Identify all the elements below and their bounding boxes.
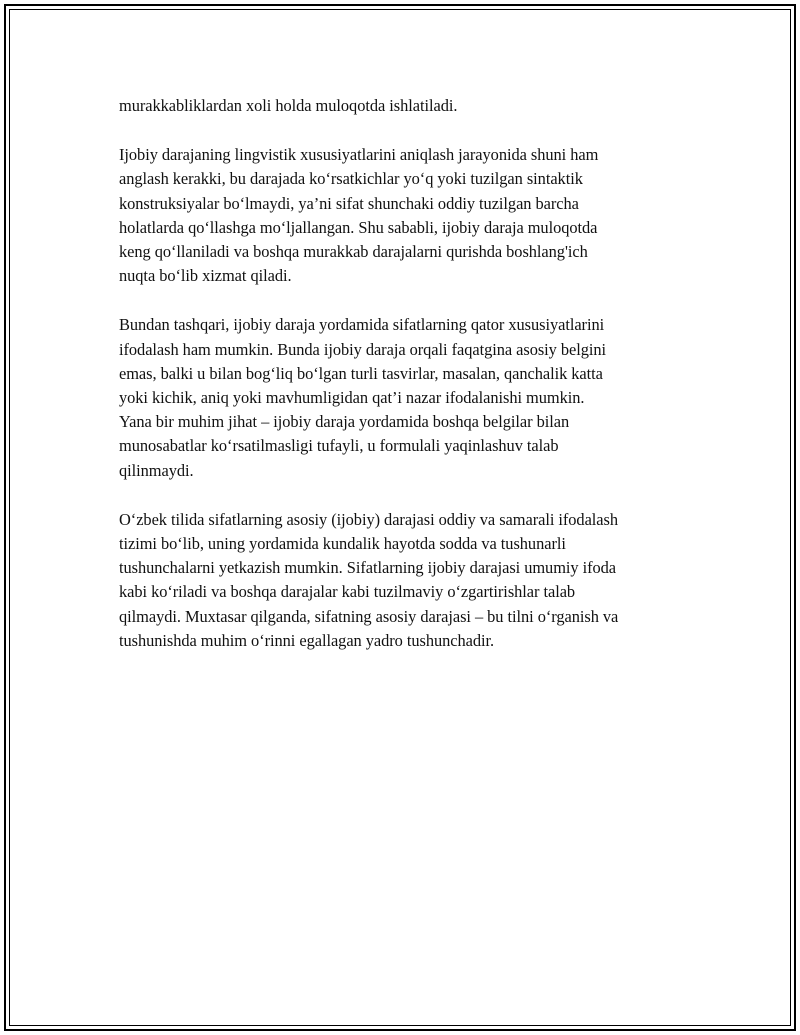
paragraph-4 <box>119 508 699 653</box>
text-line: munosabatlar koʻrsatilmasligi tufayli, u formulali yaqinlashuv talab <box>119 436 559 456</box>
text-line: Yana bir muhim jihat – ijobiy daraja yordamida boshqa belgilar bilan <box>119 412 570 432</box>
document-body <box>119 94 699 678</box>
paragraph-1 <box>119 94 699 118</box>
text-line: qilmaydi. Muxtasar qilganda, sifatning asosiy darajasi – bu tilni oʻrganish va <box>119 606 619 626</box>
document-page <box>4 4 796 1031</box>
text-line: anglash kerakki, bu darajada koʻrsatkichlar yoʻq yoki tuzilgan sintaktik <box>119 169 583 189</box>
text-line: holatlarda qoʻllashga moʻljallangan. Shu sababli, ijobiy daraja muloqotda <box>119 217 598 237</box>
text-line: yoki kichik, aniq yoki mavhumligidan qat’i nazar ifodalanishi mumkin. <box>119 388 585 408</box>
text-line: tushunishda muhim oʻrinni egallagan yadro tushunchadir. <box>119 630 495 650</box>
text-line: qilinmaydi. <box>119 460 194 480</box>
text-line: emas, balki u bilan bogʻliq boʻlgan turli tasvirlar, masalan, qanchalik katta <box>119 363 603 383</box>
paragraph-2 <box>119 143 699 288</box>
text-line: ifodalash ham mumkin. Bunda ijobiy daraja orqali faqatgina asosiy belgini <box>119 339 607 359</box>
text-line: Ijobiy darajaning lingvistik xususiyatlarini aniqlash jarayonida shuni ham <box>119 145 599 165</box>
text-line: nuqta boʻlib xizmat qiladi. <box>119 266 292 286</box>
text-line: murakkabliklardan xoli holda muloqotda ishlatiladi. <box>119 96 458 115</box>
text-line: Bundan tashqari, ijobiy daraja yordamida sifatlarning qator xususiyatlarini <box>119 315 605 335</box>
text-line: keng qoʻllaniladi va boshqa murakkab darajalarni qurishda boshlang'ich <box>119 242 588 262</box>
text-line: tizimi boʻlib, uning yordamida kundalik hayotda sodda va tushunarli <box>119 534 566 554</box>
text-line: konstruksiyalar boʻlmaydi, ya’ni sifat shunchaki oddiy tuzilgan barcha <box>119 193 579 213</box>
text-line: Oʻzbek tilida sifatlarning asosiy (ijobiy) darajasi oddiy va samarali ifodalash <box>119 509 619 529</box>
text-line: tushunchalarni yetkazish mumkin. Sifatlarning ijobiy darajasi umumiy ifoda <box>119 558 617 578</box>
paragraph-3 <box>119 313 699 482</box>
text-line: kabi koʻriladi va boshqa darajalar kabi tuzilmaviy oʻzgartirishlar talab <box>119 582 576 602</box>
